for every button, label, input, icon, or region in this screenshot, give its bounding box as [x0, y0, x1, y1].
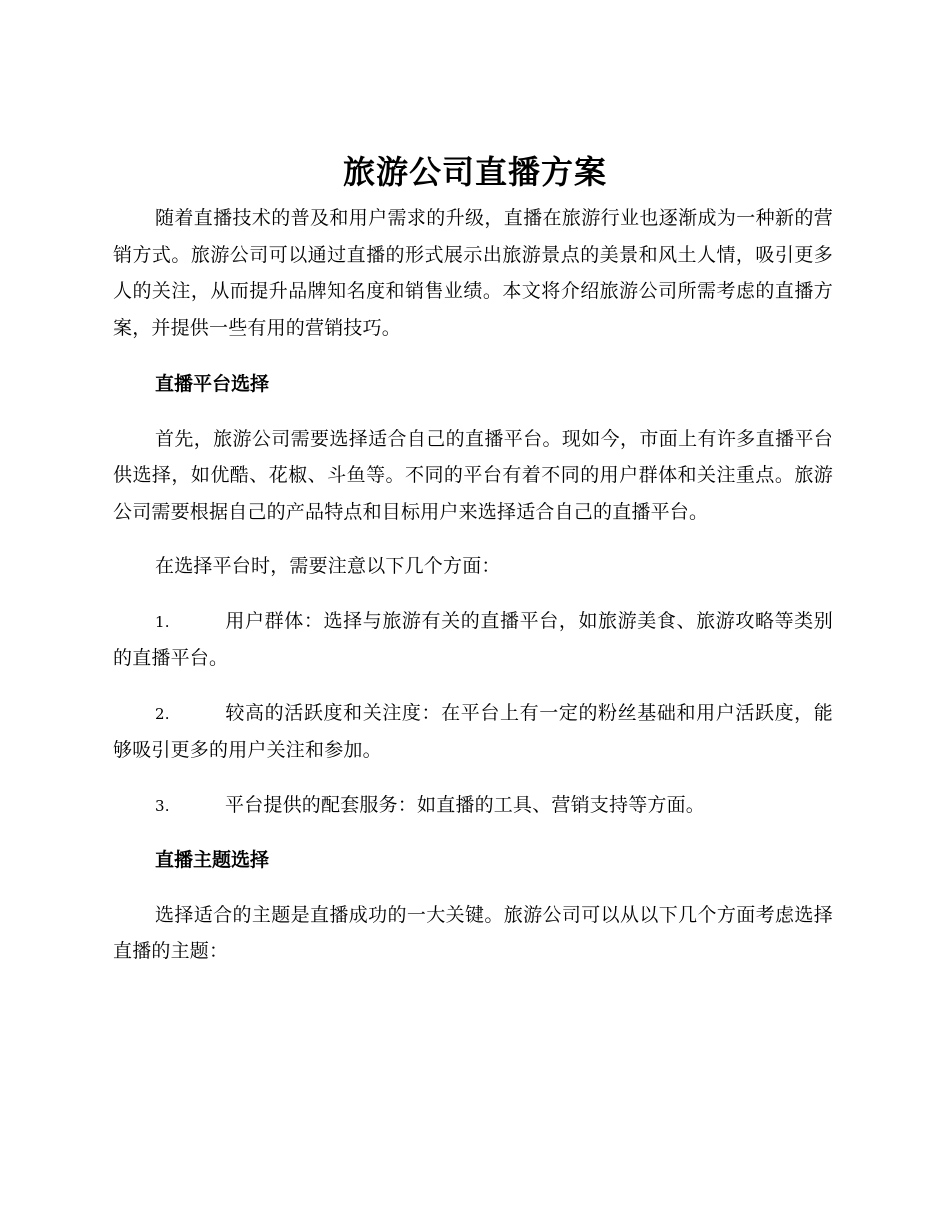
list-item — [113, 603, 833, 677]
platform-paragraph: 首先，旅游公司需要选择适合自己的直播平台。现如今，市面上有许多直播平台供选择，如优酷、花椒、斗鱼等。不同的平台有着不同的用户群体和关注重点。旅游公司需要根据自己的产品特点和目标用户来选择适合自己的直播平台。 — [113, 427, 833, 523]
section-heading-theme: 直播主题选择 — [155, 849, 270, 871]
document-body — [113, 200, 833, 988]
list-number: 1. — [155, 612, 170, 631]
list-number: 3. — [155, 796, 170, 815]
platform-criteria-intro: 在选择平台时，需要注意以下几个方面： — [155, 555, 501, 577]
theme-paragraph: 选择适合的主题是直播成功的一大关键。旅游公司可以从以下几个方面考虑选择直播的主题： — [113, 903, 833, 962]
list-item-text: 较高的活跃度和关注度：在平台上有一定的粉丝基础和用户活跃度，能够吸引更多的用户关注和参加。 — [113, 701, 833, 761]
list-item — [113, 787, 833, 825]
list-item — [113, 695, 833, 769]
list-item-text: 用户群体：选择与旅游有关的直播平台，如旅游美食、旅游攻略等类别的直播平台。 — [113, 609, 833, 669]
list-number: 2. — [155, 704, 170, 723]
list-item-text: 平台提供的配套服务：如直播的工具、营销支持等方面。 — [225, 793, 706, 816]
intro-paragraph: 随着直播技术的普及和用户需求的升级，直播在旅游行业也逐渐成为一种新的营销方式。旅游公司可以通过直播的形式展示出旅游景点的美景和风土人情，吸引更多人的关注，从而提升品牌知名度和销售业绩。本文将介绍旅游公司所需考虑的直播方案，并提供一些有用的营销技巧。 — [113, 207, 833, 339]
section-heading-platform: 直播平台选择 — [155, 373, 270, 395]
document-title: 旅游公司直播方案 — [342, 153, 607, 191]
